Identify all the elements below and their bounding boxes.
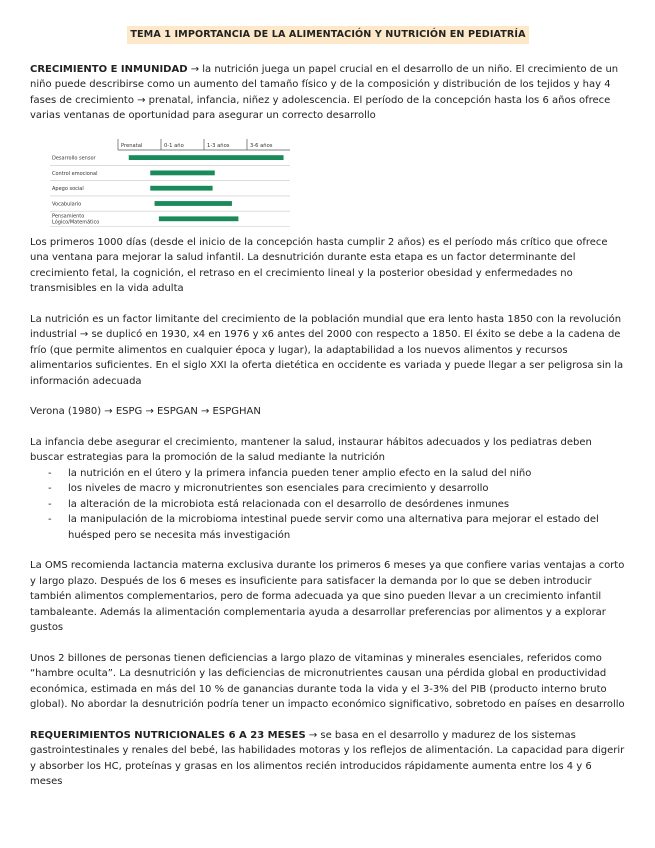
- title-wrap: [30, 26, 626, 44]
- chart-column-label: Prenatal: [121, 142, 143, 149]
- chart-row-label: Apego social: [52, 185, 84, 192]
- text-requerimientos: → se basa en el desarrollo y madurez de los sistemas gastrointestinales y renales del bebé, las habilidades motoras y los reflejos de alimentación. La capacidad para digerir y absorber los HC, proteínas y grasas en los alimentos recién introducidos rápidamente aumenta entre los 4 y 6 meses: [30, 729, 625, 787]
- chart-row-label: Control emocional: [52, 170, 98, 177]
- text-crecimiento: → la nutrición juega un papel crucial en el desarrollo de un niño. El crecimiento de un niño puede describirse como un aumento del tamaño físico y de la composición y distribución de los tejidos y hay 4 fases de crecimiento → prenatal, infancia, niñez y adolescencia. El período de la concepción hasta los 6 años ofrece varias ventanas de oportunidad para asegurar un correcto desarrollo: [30, 63, 619, 121]
- list-item: - la nutrición en el útero y la primera infancia pueden tener amplio efecto en la salud del niño: [30, 466, 626, 482]
- document-page: [30, 26, 626, 805]
- paragraph-requerimientos: [30, 728, 626, 790]
- heading-crecimiento: CRECIMIENTO E INMUNIDAD: [30, 63, 188, 75]
- list-item: - los niveles de macro y micronutrientes son esenciales para crecimiento y desarrollo: [30, 481, 626, 497]
- paragraph-verona: Verona (1980) → ESPG → ESPGAN → ESPGHAN: [30, 406, 261, 417]
- heading-requerimientos: REQUERIMIENTOS NUTRICIONALES 6 A 23 MESES: [30, 729, 306, 741]
- chart-row-label: Vocabulario: [52, 200, 82, 207]
- paragraph-oms: La OMS recomienda lactancia materna exclusiva durante los primeros 6 meses ya que confiere varias ventajas a corto y largo plazo. Después de los 6 meses es insuficiente para satisfacer la demanda por lo que se deben introducir también alimentos complementarios, pero de forma adecuada ya que sino pueden llevar a un crecimiento infantil tambaleante. Además la alimentación complementaria ayuda a desarrollar preferencias por alimentos y a explorar gustos: [30, 560, 625, 633]
- paragraph-hambre-oculta: Unos 2 billones de personas tienen deficiencias a largo plazo de vitaminas y minerales esenciales, referidos como “hambre oculta”. La desnutrición y las deficiencias de micronutrientes causan una pérdida global en productividad económica, estimada en más del 10 % de ganancias durante toda la vida y el 3-3% del PIB (producto interno bruto global). No abordar la desnutrición podría tener un impacto económico significativo, sobretodo en países en desarrollo: [30, 652, 625, 710]
- chart-bar: [150, 170, 215, 175]
- chart-bar: [150, 185, 212, 190]
- paragraph-infancia: La infancia debe asegurar el crecimiento, mantener la salud, instaurar hábitos adecuados y los pediatras deben buscar estrategias para la promoción de la salud mediante la nutrición: [30, 436, 592, 463]
- list-item: - la alteración de la microbiota está relacionada con el desarrollo de desórdenes inmunes: [30, 497, 626, 513]
- chart-column-label: 1-3 años: [207, 142, 230, 149]
- chart-bar: [155, 201, 232, 206]
- chart-bar: [159, 216, 239, 221]
- list-item: - la manipulación de la microbioma intestinal puede servir como una alternativa para mejorar el estado del huésped pero se necesita más investigación: [30, 512, 626, 543]
- chart-bar: [129, 155, 284, 160]
- paragraph-poblacion: La nutrición es un factor limitante del crecimiento de la población mundial que era lento hasta 1850 con la revolución industrial → se duplicó en 1930, x4 en 1976 y x6 antes del 2000 con respecto a 1850. El éxito se debe a la cadena de frío (que permite alimentos en cualquier época y lugar), la adaptabilidad a los nuevos alimentos y recursos alimentarios suficientes. En el siglo XXI la oferta dietética en occidente es variada y puede llegar a ser peligrosa sin la información adecuada: [30, 313, 624, 387]
- chart-row-label: Lógico/Matemático: [52, 219, 100, 226]
- chart-column-label: 3-6 años: [250, 142, 273, 149]
- chart-column-label: 0-1 año: [164, 142, 184, 149]
- paragraph-1000-dias: Los primeros 1000 días (desde el inicio de la concepción hasta cumplir 2 años) es el período más crítico que ofrece una ventana para mejorar la salud infantil. La desnutrición durante esta etapa es un factor determinante del crecimiento fetal, la cognición, el retraso en el crecimiento lineal y la posterior obesidad y enfermedades no transmisibles en la vida adulta: [30, 236, 608, 294]
- development-chart: [50, 139, 290, 227]
- chart-row-label: Desarrollo sensor: [52, 155, 96, 161]
- bullet-list: [30, 466, 626, 544]
- paragraph-crecimiento: [30, 62, 626, 124]
- development-chart-svg: [50, 139, 290, 227]
- document-title: TEMA 1 IMPORTANCIA DE LA ALIMENTACIÓN Y NUTRICIÓN EN PEDIATRÍA: [127, 26, 528, 44]
- chart-row-label: Pensamiento: [52, 213, 85, 220]
